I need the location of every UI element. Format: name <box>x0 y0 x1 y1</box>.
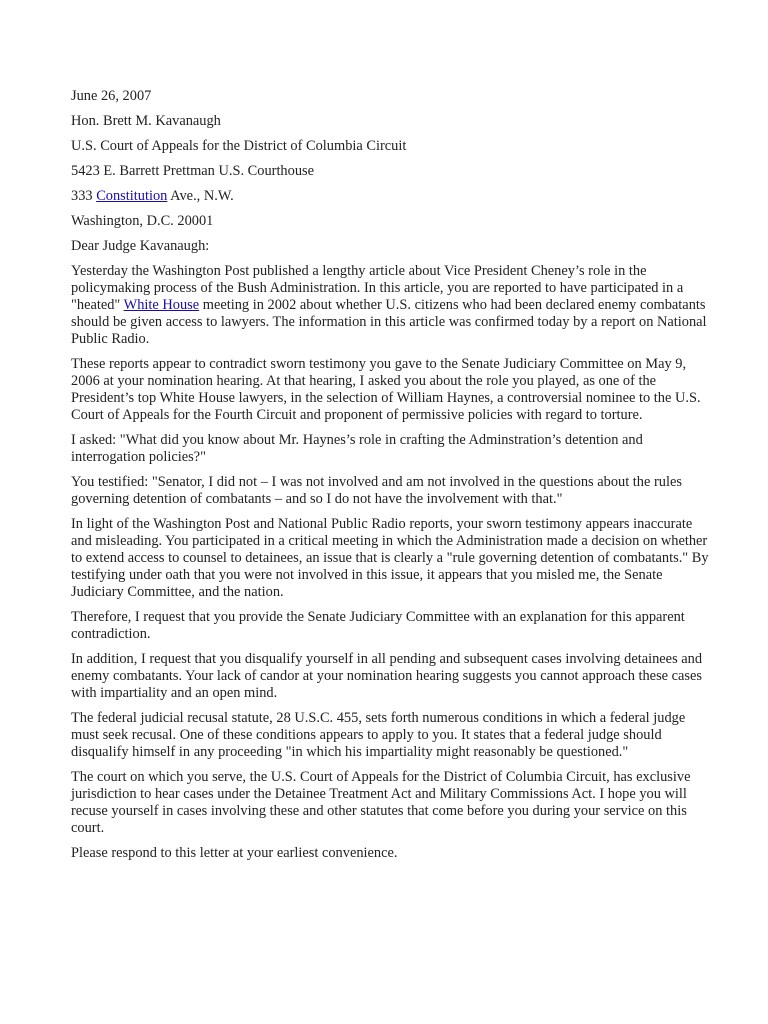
paragraph-misleading: In light of the Washington Post and National Public Radio reports, your sworn testimony appears inaccurate and misleading. You participated in a critical meeting in which the Administration made a decision on whether to extend access to counsel to detainees, an issue that is clearly a "rule governing detention of combatants." By testifying under oath that you were not involved in this issue, it appears that you misled me, the Senate Judiciary Committee, and the nation. <box>71 516 709 600</box>
recipient-street-address <box>71 188 711 205</box>
paragraph-testimony-quote: You testified: "Senator, I did not – I was not involved and am not involved in the questions about the rules governing detention of combatants – and so I do not have the involvement with that." <box>71 474 682 507</box>
paragraph-jurisdiction: The court on which you serve, the U.S. Court of Appeals for the District of Columbia Circuit, has exclusive jurisdiction to hear cases under the Detainee Treatment Act and Military Commissions Act. I hope you will recuse yourself in cases involving these and other statutes that come before you during your service on this court. <box>71 769 691 836</box>
paragraph-recusal-statute: The federal judicial recusal statute, 28 U.S.C. 455, sets forth numerous conditions in which a federal judge must seek recusal. One of these conditions appears to apply to you. It states that a federal judge should disqualify himself in any proceeding "in which his impartiality might reasonably be questioned." <box>71 710 686 760</box>
paragraph-sworn-testimony: These reports appear to contradict sworn testimony you gave to the Senate Judiciary Committee on May 9, 2006 at your nomination hearing. At that hearing, I asked you about the role you played, as one of the President’s top White House lawyers, in the selection of William Haynes, a controversial nominee to the U.S. Court of Appeals for the Fourth Circuit and proponent of permissive policies with regard to torture. <box>71 356 701 423</box>
recipient-courthouse: 5423 E. Barrett Prettman U.S. Courthouse <box>71 163 315 179</box>
paragraph-question: I asked: "What did you know about Mr. Haynes’s role in crafting the Adminstration’s detention and interrogation policies?" <box>71 432 643 465</box>
address-prefix: 333 <box>71 188 97 204</box>
constitution-link[interactable]: Constitution <box>96 188 168 204</box>
paragraph-closing: Please respond to this letter at your earliest convenience. <box>71 845 398 861</box>
address-suffix: Ave., N.W. <box>167 188 234 204</box>
recipient-city: Washington, D.C. 20001 <box>71 213 214 229</box>
recipient-court: U.S. Court of Appeals for the District of Columbia Circuit <box>71 138 407 154</box>
white-house-link[interactable]: White House <box>123 297 200 313</box>
recipient-name: Hon. Brett M. Kavanaugh <box>71 113 221 129</box>
paragraph-washington-post <box>71 263 711 348</box>
paragraph-text: Yesterday the Washington Post published a lengthy article about Vice President Cheney’s role in the policymaking process of the Bush Administration. In this article, you are reported to have participated in a "heated" <box>71 263 684 313</box>
paragraph-text: meeting in 2002 about whether U.S. citizens who had been declared enemy combatants should be given access to lawyers. The information in this article was confirmed today by a report on National Public Radio. <box>71 297 707 347</box>
paragraph-request-disqualify: In addition, I request that you disqualify yourself in all pending and subsequent cases involving detainees and enemy combatants. Your lack of candor at your nomination hearing suggests you cannot approach these cases with impartiality and an open mind. <box>71 651 703 701</box>
letter-date: June 26, 2007 <box>71 88 152 104</box>
letter-body <box>71 88 711 870</box>
paragraph-request-explanation: Therefore, I request that you provide the Senate Judiciary Committee with an explanation for this apparent contradiction. <box>71 609 685 642</box>
salutation: Dear Judge Kavanaugh: <box>71 238 210 254</box>
